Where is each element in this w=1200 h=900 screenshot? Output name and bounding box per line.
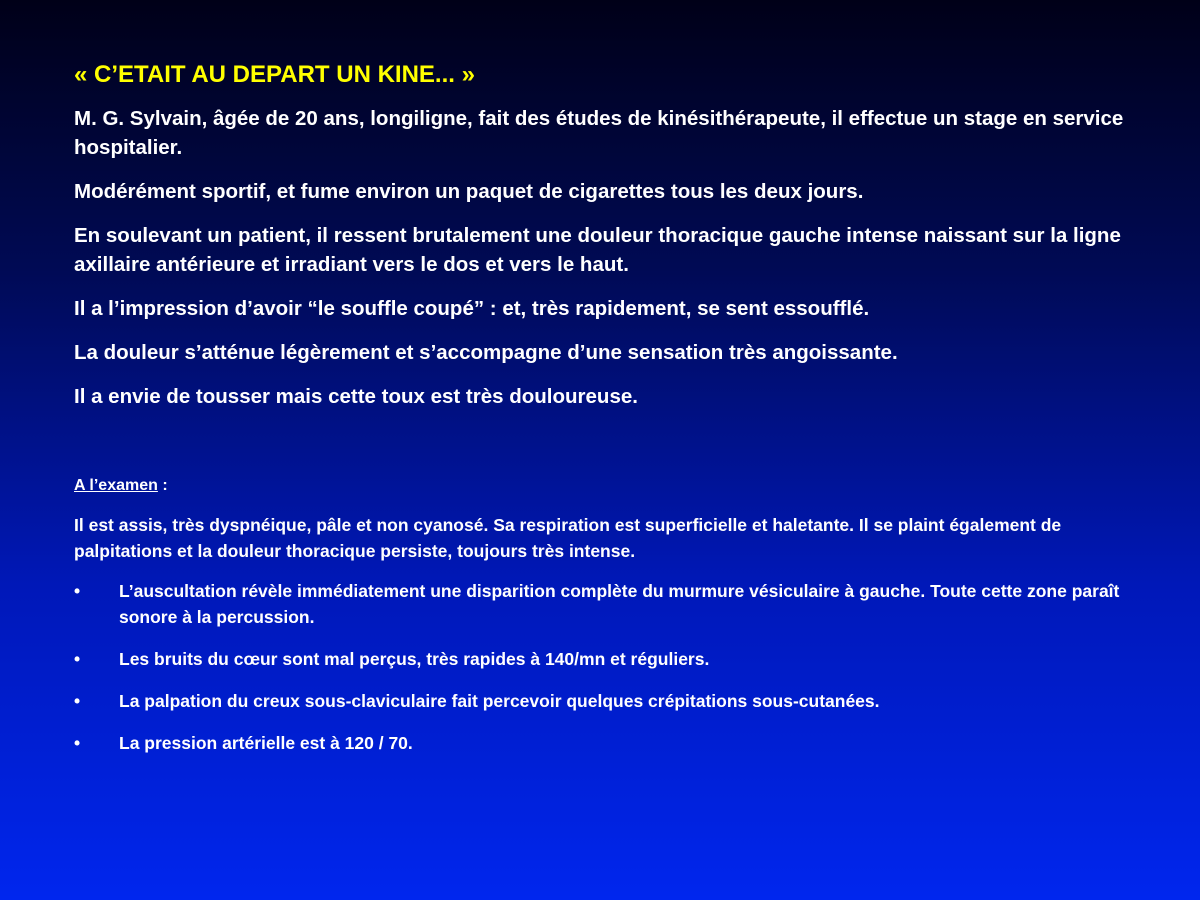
bullet-icon: •: [74, 733, 81, 753]
exam-summary: Il est assis, très dyspnéique, pâle et non cyanosé. Sa respiration est superficielle et haletante. Il se plaint également de palpitations et la douleur thoracique persiste, toujours très intense.: [74, 515, 1062, 561]
paragraph-cough: Il a envie de tousser mais cette toux est très douloureuse.: [74, 385, 638, 408]
exam-heading-colon: :: [157, 477, 168, 494]
list-item: [74, 578, 1164, 630]
finding-palpation: La palpation du creux sous-claviculaire fait percevoir quelques crépitations sous-cutanées.: [119, 691, 880, 711]
list-item: [74, 688, 1164, 714]
bullet-icon: •: [74, 649, 81, 669]
bullet-icon: •: [74, 581, 81, 601]
list-item: [74, 646, 1164, 672]
paragraph-pain-onset: En soulevant un patient, il ressent brutalement une douleur thoracique gauche intense naissant sur la ligne axillaire antérieure et irradiant vers le dos et vers le haut.: [74, 224, 1121, 276]
paragraph-breathlessness: Il a l’impression d’avoir “le souffle coupé” : et, très rapidement, se sent essoufflé.: [74, 297, 870, 320]
exam-heading: [74, 476, 1164, 496]
slide: [74, 60, 1164, 772]
exam-section: [74, 476, 1164, 756]
finding-auscultation: L’auscultation révèle immédiatement une disparition complète du murmure vésiculaire à gauche. Toute cette zone paraît sonore à la percussion.: [119, 581, 1120, 627]
case-description: [74, 104, 1164, 411]
exam-findings-list: [74, 578, 1164, 756]
slide-title: « C’ETAIT AU DEPART UN KINE... »: [74, 61, 475, 88]
finding-heart-sounds: Les bruits du cœur sont mal perçus, très rapides à 140/mn et réguliers.: [119, 649, 710, 669]
bullet-icon: •: [74, 691, 81, 711]
paragraph-anxiety: La douleur s’atténue légèrement et s’accompagne d’une sensation très angoissante.: [74, 341, 898, 364]
finding-blood-pressure: La pression artérielle est à 120 / 70.: [119, 733, 413, 753]
list-item: [74, 730, 1164, 756]
paragraph-habits: Modérément sportif, et fume environ un paquet de cigarettes tous les deux jours.: [74, 180, 864, 203]
paragraph-patient-profile: M. G. Sylvain, âgée de 20 ans, longiligne, fait des études de kinésithérapeute, il effectue un stage en service hospitalier.: [74, 107, 1124, 159]
exam-heading-label: A l’examen: [74, 477, 158, 494]
